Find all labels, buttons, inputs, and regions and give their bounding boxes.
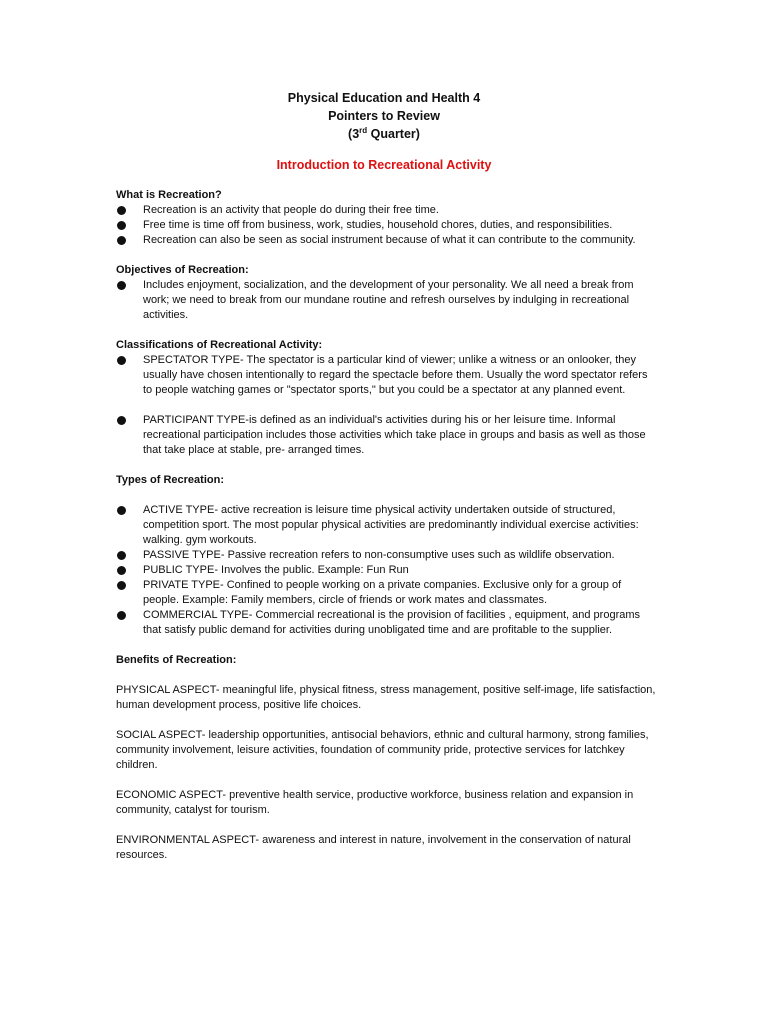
- quarter-superscript: rd: [359, 125, 368, 135]
- benefits-heading: Benefits of Recreation:: [116, 654, 237, 666]
- types-heading: Types of Recreation:: [116, 474, 224, 486]
- participant-type-text: PARTICIPANT TYPE-is defined as an individual's activities during his or her leisure time. Informal recreational participation includes those activities which take place in groups and basis as well as those that take place at stable, pre- arranged times.: [143, 414, 646, 456]
- classifications-list: [116, 353, 656, 398]
- list-item: [116, 548, 656, 563]
- title-line-1: Physical Education and Health 4: [287, 91, 481, 105]
- list-item: [116, 278, 656, 323]
- bullet-icon: [117, 221, 126, 230]
- objectives-list: [116, 278, 656, 323]
- intro-title: Introduction to Recreational Activity: [276, 158, 492, 172]
- list-item-text: PASSIVE TYPE- Passive recreation refers to non-consumptive uses such as wildlife observation.: [143, 549, 615, 561]
- list-item-text: Includes enjoyment, socialization, and the development of your personality. We all need a break from work; we need to break from our mundane routine and refresh ourselves by indulging in recreational activities.: [143, 279, 634, 321]
- list-item-text: COMMERCIAL TYPE- Commercial recreational is the provision of facilities , equipment, and programs that satisfy public demand for activities during unobligated time and are profitable to the supplier.: [143, 609, 641, 636]
- title-line-2: Pointers to Review: [328, 109, 440, 123]
- spectator-type-text: SPECTATOR TYPE- The spectator is a particular kind of viewer; unlike a witness or an onlooker, they usually have chosen intentionally to regard the spectacle before them. Usually the word spectator refers to people watching games or "spectator sports," but you could be a spectator at any planned event.: [143, 354, 648, 396]
- economic-aspect-paragraph: ECONOMIC ASPECT- preventive health service, productive workforce, business relation and expansion in community, catalyst for tourism.: [116, 789, 634, 816]
- list-item: [116, 503, 656, 548]
- bullet-icon: [117, 581, 126, 590]
- list-item: [116, 353, 656, 398]
- bullet-icon: [117, 551, 126, 560]
- bullet-icon: [117, 356, 126, 365]
- list-item-text: Recreation is an activity that people do during their free time.: [143, 204, 439, 216]
- list-item: [116, 218, 656, 233]
- list-item: [116, 578, 656, 608]
- list-item-text: ACTIVE TYPE- active recreation is leisure time physical activity undertaken outside of structured, competition sport. The most popular physical activities are predominantly individual exercise activities: walking. gym workouts.: [143, 504, 639, 546]
- list-item-text: Free time is time off from business, work, studies, household chores, duties, and responsibilities.: [143, 219, 613, 231]
- list-item: [116, 413, 656, 458]
- social-aspect-paragraph: SOCIAL ASPECT- leadership opportunities, antisocial behaviors, ethnic and cultural harmony, strong families, community involvement, leisure activities, foundation of community pride, protective services for latchkey children.: [116, 729, 649, 771]
- quarter-prefix: (3: [348, 127, 360, 141]
- list-item: [116, 203, 656, 218]
- quarter-suffix: Quarter): [367, 127, 420, 141]
- what-list: [116, 203, 656, 248]
- list-item-text: PUBLIC TYPE- Involves the public. Example: Fun Run: [143, 564, 409, 576]
- list-item: [116, 608, 656, 638]
- document-body: [116, 188, 656, 863]
- bullet-icon: [117, 206, 126, 215]
- what-heading: What is Recreation?: [116, 189, 222, 201]
- bullet-icon: [117, 281, 126, 290]
- bullet-icon: [117, 236, 126, 245]
- list-item-text: Recreation can also be seen as social instrument because of what it can contribute to the community.: [143, 234, 636, 246]
- environmental-aspect-paragraph: ENVIRONMENTAL ASPECT- awareness and interest in nature, involvement in the conservation of natural resources.: [116, 834, 631, 861]
- quarter-line: [0, 125, 768, 143]
- list-item-text: PRIVATE TYPE- Confined to people working on a private companies. Exclusive only for a group of people. Example: Family members, circle of friends or work mates and classmates.: [143, 579, 622, 606]
- classifications-heading: Classifications of Recreational Activity:: [116, 339, 323, 351]
- objectives-heading: Objectives of Recreation:: [116, 264, 249, 276]
- list-item: [116, 563, 656, 578]
- classifications-list-2: [116, 413, 656, 458]
- physical-aspect-paragraph: PHYSICAL ASPECT- meaningful life, physical fitness, stress management, positive self-image, life satisfaction, human development process, positive life choices.: [116, 684, 656, 711]
- document-header: [0, 89, 768, 143]
- list-item: [116, 233, 656, 248]
- types-list: [116, 503, 656, 638]
- bullet-icon: [117, 506, 126, 515]
- bullet-icon: [117, 566, 126, 575]
- bullet-icon: [117, 416, 126, 425]
- bullet-icon: [117, 611, 126, 620]
